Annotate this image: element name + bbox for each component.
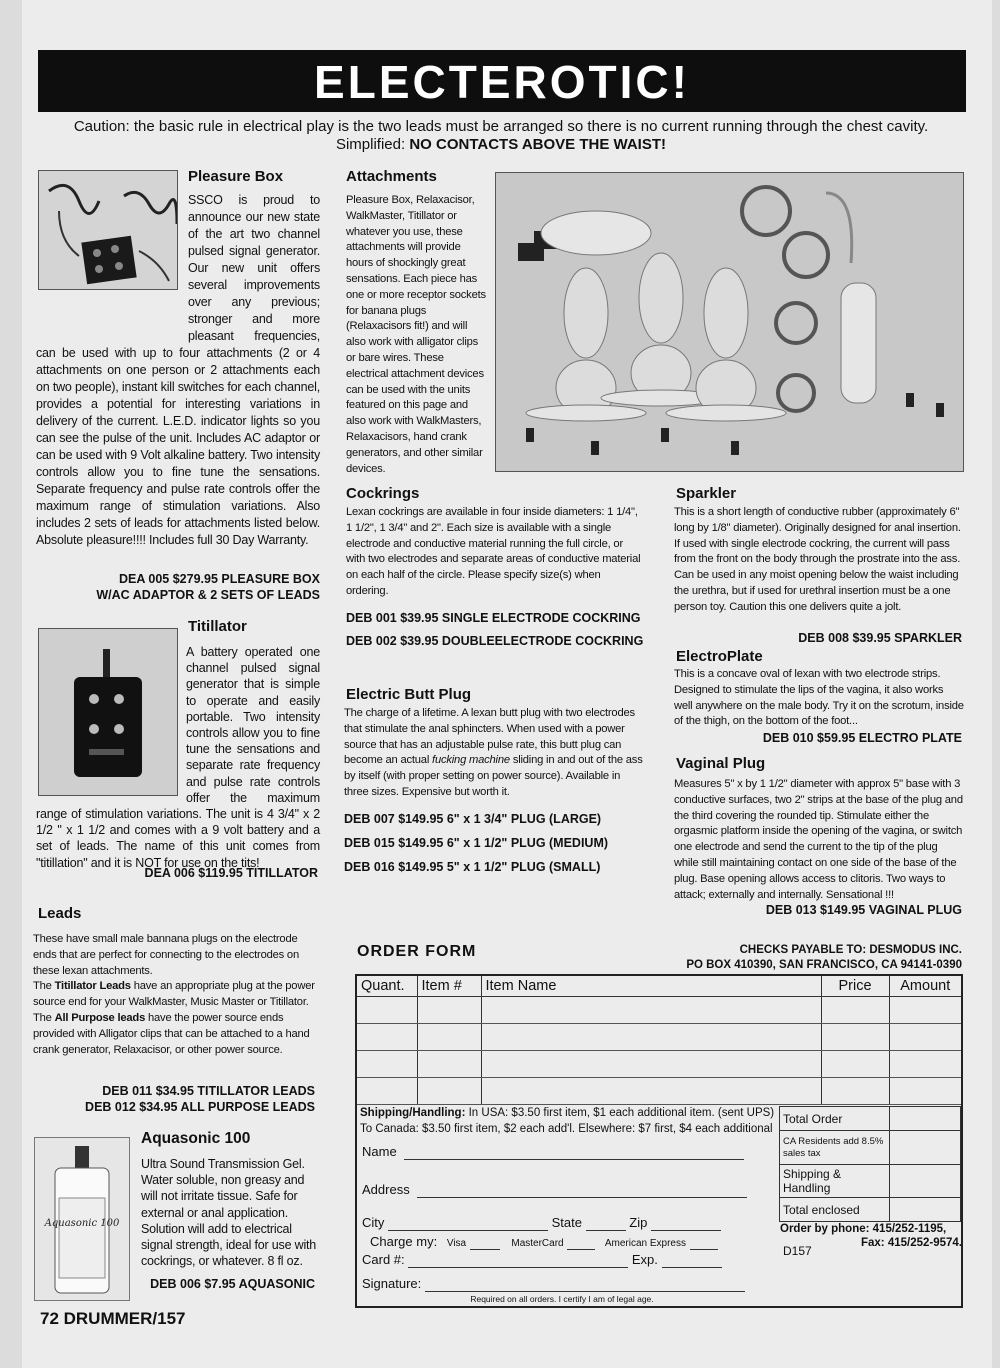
titillator-price: DEA 006 $119.95 TITILLATOR xyxy=(144,866,318,880)
leads-p2-post: have an appropriate plug at the power source end for your WalkMaster, Music Master or Titillator. xyxy=(33,980,315,1009)
order-form-payee-line1: CHECKS PAYABLE TO: DESMODUS INC. xyxy=(739,944,962,956)
item-number-cell[interactable] xyxy=(417,1051,481,1078)
card-label: Card #: xyxy=(362,1252,405,1267)
col-item-number: Item # xyxy=(417,976,481,997)
order-row[interactable] xyxy=(357,1078,961,1105)
address-row xyxy=(362,1182,747,1198)
name-field[interactable] xyxy=(404,1144,744,1160)
item-number-cell[interactable] xyxy=(417,997,481,1024)
col-quant: Quant. xyxy=(357,976,417,997)
order-form-title: ORDER FORM xyxy=(357,943,477,960)
attachments-illustration xyxy=(496,173,963,471)
amount-cell[interactable] xyxy=(889,1024,961,1051)
shipping-line2: To Canada: $3.50 first item, $2 each add'l. Elsewhere: $7 first, $4 each additional xyxy=(360,1122,773,1135)
state-label: State xyxy=(551,1215,582,1230)
titillator-photo-wrap xyxy=(36,644,186,800)
sparkler-title: Sparkler xyxy=(676,485,737,502)
exp-field[interactable] xyxy=(662,1252,722,1268)
butt-plug-body-italic: fucking machine xyxy=(432,754,510,767)
order-phone: 415/252-1195, xyxy=(872,1223,947,1235)
exp-label: Exp. xyxy=(631,1252,658,1267)
quant-cell[interactable] xyxy=(357,1078,417,1105)
caution-note xyxy=(34,118,968,154)
leads-p2 xyxy=(33,979,317,1011)
price-cell[interactable] xyxy=(821,997,889,1024)
butt-plug-price-small: DEB 016 $149.95 5" x 1 1/2" PLUG (SMALL) xyxy=(344,860,601,874)
signature-row xyxy=(362,1276,762,1292)
titillator-title: Titillator xyxy=(188,618,247,635)
city-field[interactable] xyxy=(388,1215,548,1231)
amex-checkbox[interactable] xyxy=(690,1234,718,1250)
name-row xyxy=(362,1144,744,1160)
item-name-cell[interactable] xyxy=(481,1051,821,1078)
page-title: ELECTEROTIC! xyxy=(314,56,690,108)
attachments-title: Attachments xyxy=(346,168,437,185)
mastercard-checkbox[interactable] xyxy=(567,1234,595,1250)
name-label: Name xyxy=(362,1144,397,1159)
quant-cell[interactable] xyxy=(357,997,417,1024)
fax-label: Fax: xyxy=(860,1237,885,1249)
sales-tax-label: CA Residents add 8.5% sales tax xyxy=(780,1131,890,1165)
page-title-banner xyxy=(38,50,966,112)
leads-p3-pre: The xyxy=(33,1011,52,1024)
leads-price-line2: DEB 012 $34.95 ALL PURPOSE LEADS xyxy=(85,1100,315,1114)
quant-cell[interactable] xyxy=(357,1051,417,1078)
attachments-photo xyxy=(495,172,964,472)
state-field[interactable] xyxy=(586,1215,626,1231)
electroplate-price: DEB 010 $59.95 ELECTRO PLATE xyxy=(762,731,962,745)
caution-text: Caution: the basic rule in electrical play is the two leads must be arranged so there is no current running through the chest cavity. xyxy=(73,118,929,135)
pleasure-box-price-line2: W/AC ADAPTOR & 2 SETS OF LEADS xyxy=(96,588,320,602)
order-form-payee-line2: PO BOX 410390, SAN FRANCISCO, CA 94141-0390 xyxy=(686,959,962,971)
address-label: Address xyxy=(362,1182,410,1197)
butt-plug-price-large: DEB 007 $149.95 6" x 1 3/4" PLUG (LARGE) xyxy=(344,812,602,826)
vaginal-plug-price: DEB 013 $149.95 VAGINAL PLUG xyxy=(765,903,962,917)
order-items-table xyxy=(357,976,961,1105)
col-amount: Amount xyxy=(889,976,961,997)
aquasonic-photo xyxy=(34,1137,130,1301)
pleasure-box-price-line1: DEA 005 $279.95 PLEASURE BOX xyxy=(118,572,320,586)
butt-plug-body-pre: The charge of a lifetime. A lexan butt plug with two electrodes that stimulate the anal sphincters. When used with a power source that has an adjustable pulse rate, this butt plug can become an actual xyxy=(344,707,635,767)
leads-description xyxy=(33,932,317,1058)
visa-label: Visa xyxy=(446,1238,467,1249)
col-item-name: Item Name xyxy=(481,976,821,997)
col-price: Price xyxy=(821,976,889,997)
item-name-cell[interactable] xyxy=(481,1024,821,1051)
total-enclosed-label: Total enclosed xyxy=(780,1198,890,1222)
leads-p2-pre: The xyxy=(33,980,52,993)
attachments-body: Pleasure Box, Relaxacisor, WalkMaster, Titillator or whatever you use, these attachments will provide hours of shockingly great sensations. Each piece has one or more receptor sockets for banana plugs (Relaxacisors fit!) and will also work with alligator clips or bare wires. These electrical attachment devices can be used with the units featured on this page and also work with WalkMasters, Relaxacisors, hand crank generators, and other similar devices. xyxy=(346,194,486,475)
city-state-zip-row xyxy=(362,1215,762,1231)
address-field[interactable] xyxy=(417,1182,747,1198)
zip-label: Zip xyxy=(629,1215,648,1230)
order-row[interactable] xyxy=(357,1024,961,1051)
aquasonic-title: Aquasonic 100 xyxy=(141,1130,251,1147)
visa-checkbox[interactable] xyxy=(470,1234,500,1250)
pleasure-box-title: Pleasure Box xyxy=(188,168,284,185)
aquasonic-body: Ultra Sound Transmission Gel. Water soluble, non greasy and will not irritate tissue. Safe for external or anal application. Solution will add to electrical signal strength, ideal for use with cockrings, or whatever. 8 fl oz. xyxy=(141,1157,317,1269)
legal-age-note: Required on all orders. I certify I am of legal age. xyxy=(470,1294,654,1304)
sparkler-body: This is a short length of conductive rubber (approximately 6" long by 1/8" diameter). Originally designed for anal insertion. If used with single electrode cockring, the current will pass from the front on the body through the prostrate into the ass. Can be used in any moist opening below the waist including the urethra, but if used for urethral insertion must be a one person toy. Caution this one delivers quite a jolt. xyxy=(674,506,961,613)
order-phone-label: Order by phone: xyxy=(780,1223,870,1235)
price-cell[interactable] xyxy=(821,1051,889,1078)
cockrings-price-line1: DEB 001 $39.95 SINGLE ELECTRODE COCKRING xyxy=(346,611,641,625)
total-order-field[interactable] xyxy=(890,1107,961,1131)
fax-number: 415/252-9574. xyxy=(887,1237,962,1249)
cockrings-price xyxy=(346,607,644,653)
zip-field[interactable] xyxy=(651,1215,721,1231)
sales-tax-field[interactable] xyxy=(890,1131,961,1165)
butt-plug-price-medium: DEB 015 $149.95 6" x 1 1/2" PLUG (MEDIUM) xyxy=(344,836,609,850)
caution-emphasis: NO CONTACTS ABOVE THE WAIST! xyxy=(409,136,667,153)
order-code: D157 xyxy=(783,1244,812,1258)
shipping-handling-field[interactable] xyxy=(890,1165,961,1198)
pleasure-box-price xyxy=(36,571,320,603)
leads-price xyxy=(33,1083,315,1115)
shipping-line1: In USA: $3.50 first item, $1 each additional item. (sent UPS) xyxy=(468,1107,775,1119)
butt-plug-price xyxy=(344,807,644,879)
vaginal-plug-title: Vaginal Plug xyxy=(676,755,766,772)
signature-label: Signature: xyxy=(362,1276,422,1291)
electroplate-body: This is a concave oval of lexan with two electrode strips. Designed to stimulate the lips of the vagina, it also works well anywhere on the male body. Try it on the scrotum, inside of the thigh, on the bottom of the foot... xyxy=(674,668,964,728)
leads-p3 xyxy=(33,1011,317,1058)
item-number-cell[interactable] xyxy=(417,1078,481,1105)
item-name-cell[interactable] xyxy=(481,1078,821,1105)
vaginal-plug-body: Measures 5" x by 1 1/2" diameter with approx 5" base with 3 conductive surfaces, two 2" strips at the base of the plug and the third covering the rounded tip. Stimulate either the orgasmic platform inside the opening of the vagina, or switch one electrode and send the current to the tip of the plug while still maintaining contact on one side of the base of the plug. Base opening allows access to clitoris. Two ways to attack; externally and internally. Sensational !!! xyxy=(674,778,963,901)
cockrings-title: Cockrings xyxy=(346,485,420,502)
amex-label: American Express xyxy=(604,1238,686,1249)
leads-title: Leads xyxy=(38,905,82,922)
amount-cell[interactable] xyxy=(889,1078,961,1105)
order-form-payee xyxy=(686,943,962,973)
titillator-description xyxy=(36,644,320,871)
price-cell[interactable] xyxy=(821,1078,889,1105)
leads-p3-post: have the power source ends provided with Alligator clips that can be attached to a hand crank generator, Relaxacisor, or other power source. xyxy=(33,1011,310,1056)
leads-p3-bold: All Purpose leads xyxy=(54,1011,146,1024)
aquasonic-bottle-illustration xyxy=(35,1138,129,1300)
page-folio: 72 DRUMMER/157 xyxy=(40,1309,186,1328)
order-row[interactable] xyxy=(357,997,961,1024)
order-items-header xyxy=(357,976,961,997)
price-cell[interactable] xyxy=(821,1024,889,1051)
cockrings-price-line2: DEB 002 $39.95 DOUBLEELECTRODE COCKRING xyxy=(346,634,644,648)
pleasure-box-body: SSCO is proud to announce our new state of the art two channel pulsed signal generator. Our new unit offers several improvements over any previous; stronger and more pleasant frequencies, can be used with up to four attachments (2 or 4 attachments on one person or 2 attachments each on two people), instant kill switches for each channel, provides a potential for interesting variations in delivery of the current. L.E.D. indicator lights so you can see the pulse of the unit. Includes AC adaptor or can be used with 9 Volt alkaline battery. Two intensity controls allow you to fine tune the sensations. Separate frequency and pulse rate controls offer the maximum range of stimulation variations. Also includes 2 sets of leads for attachments listed below. Absolute pleasure!!!! Includes full 30 Day Warranty. xyxy=(36,193,320,547)
card-number-field[interactable] xyxy=(408,1252,628,1268)
quant-cell[interactable] xyxy=(357,1024,417,1051)
item-number-cell[interactable] xyxy=(417,1024,481,1051)
sparkler-price: DEB 008 $39.95 SPARKLER xyxy=(798,631,962,645)
mastercard-label: MasterCard xyxy=(511,1238,564,1249)
butt-plug-body-post: sliding in and out of the ass by itself (with proper setting on power source). Available in three sizes. Expensive but worth it. xyxy=(344,754,643,798)
shipping-handling-label: Shipping & Handling xyxy=(780,1165,890,1198)
butt-plug-body xyxy=(344,706,644,801)
card-row xyxy=(362,1252,762,1268)
order-row[interactable] xyxy=(357,1051,961,1078)
shipping-label: Shipping/Handling: xyxy=(360,1107,466,1119)
leads-p1: These have small male bannana plugs on the electrode ends that are perfect for connecting to the electrodes on these lexan attachments. xyxy=(33,933,299,977)
amount-cell[interactable] xyxy=(889,1051,961,1078)
pleasure-box-photo-wrap xyxy=(36,192,188,342)
pleasure-box-description xyxy=(36,192,320,549)
charge-row xyxy=(370,1234,770,1250)
city-label: City xyxy=(362,1215,385,1230)
charge-label: Charge my: xyxy=(370,1234,438,1249)
leads-price-line1: DEB 011 $34.95 TITILLATOR LEADS xyxy=(102,1084,315,1098)
total-order-label: Total Order xyxy=(780,1107,890,1131)
titillator-body: A battery operated one channel pulsed signal generator that is simple to operate and easily portable. Two intensity controls allow you to fine tune the sensations and separate rate frequency and pulse rate controls offer the maximum range of stimulation variations. The unit is 4 3/4" x 2 1/2 " x 1 1/2 and comes with a 9 volt battery and a set of leads. The name of this unit comes from "titillation" and it is NOT for use on the tits! xyxy=(36,645,320,870)
totals-table xyxy=(779,1106,961,1222)
butt-plug-title: Electric Butt Plug xyxy=(346,686,472,703)
electroplate-title: ElectroPlate xyxy=(676,648,763,665)
aquasonic-price: DEB 006 $7.95 AQUASONIC xyxy=(150,1277,315,1291)
amount-cell[interactable] xyxy=(889,997,961,1024)
total-enclosed-field[interactable] xyxy=(890,1198,961,1222)
caution-simplified-label: Simplified: xyxy=(335,136,406,153)
item-name-cell[interactable] xyxy=(481,997,821,1024)
shipping-info xyxy=(360,1106,778,1137)
leads-p2-bold: Titillator Leads xyxy=(54,980,131,993)
signature-field[interactable] xyxy=(425,1276,745,1292)
aquasonic-bottle-label: Aquasonic 100 xyxy=(44,1218,120,1229)
cockrings-body: Lexan cockrings are available in four inside diameters: 1 1/4", 1 1/2", 1 3/4" and 2". Each size is available with a single electrode and conductive material running the full circle, or with two electrodes and separate areas of conductive material on each half of the circle. Please specify size(s) when ordering. xyxy=(346,506,641,597)
